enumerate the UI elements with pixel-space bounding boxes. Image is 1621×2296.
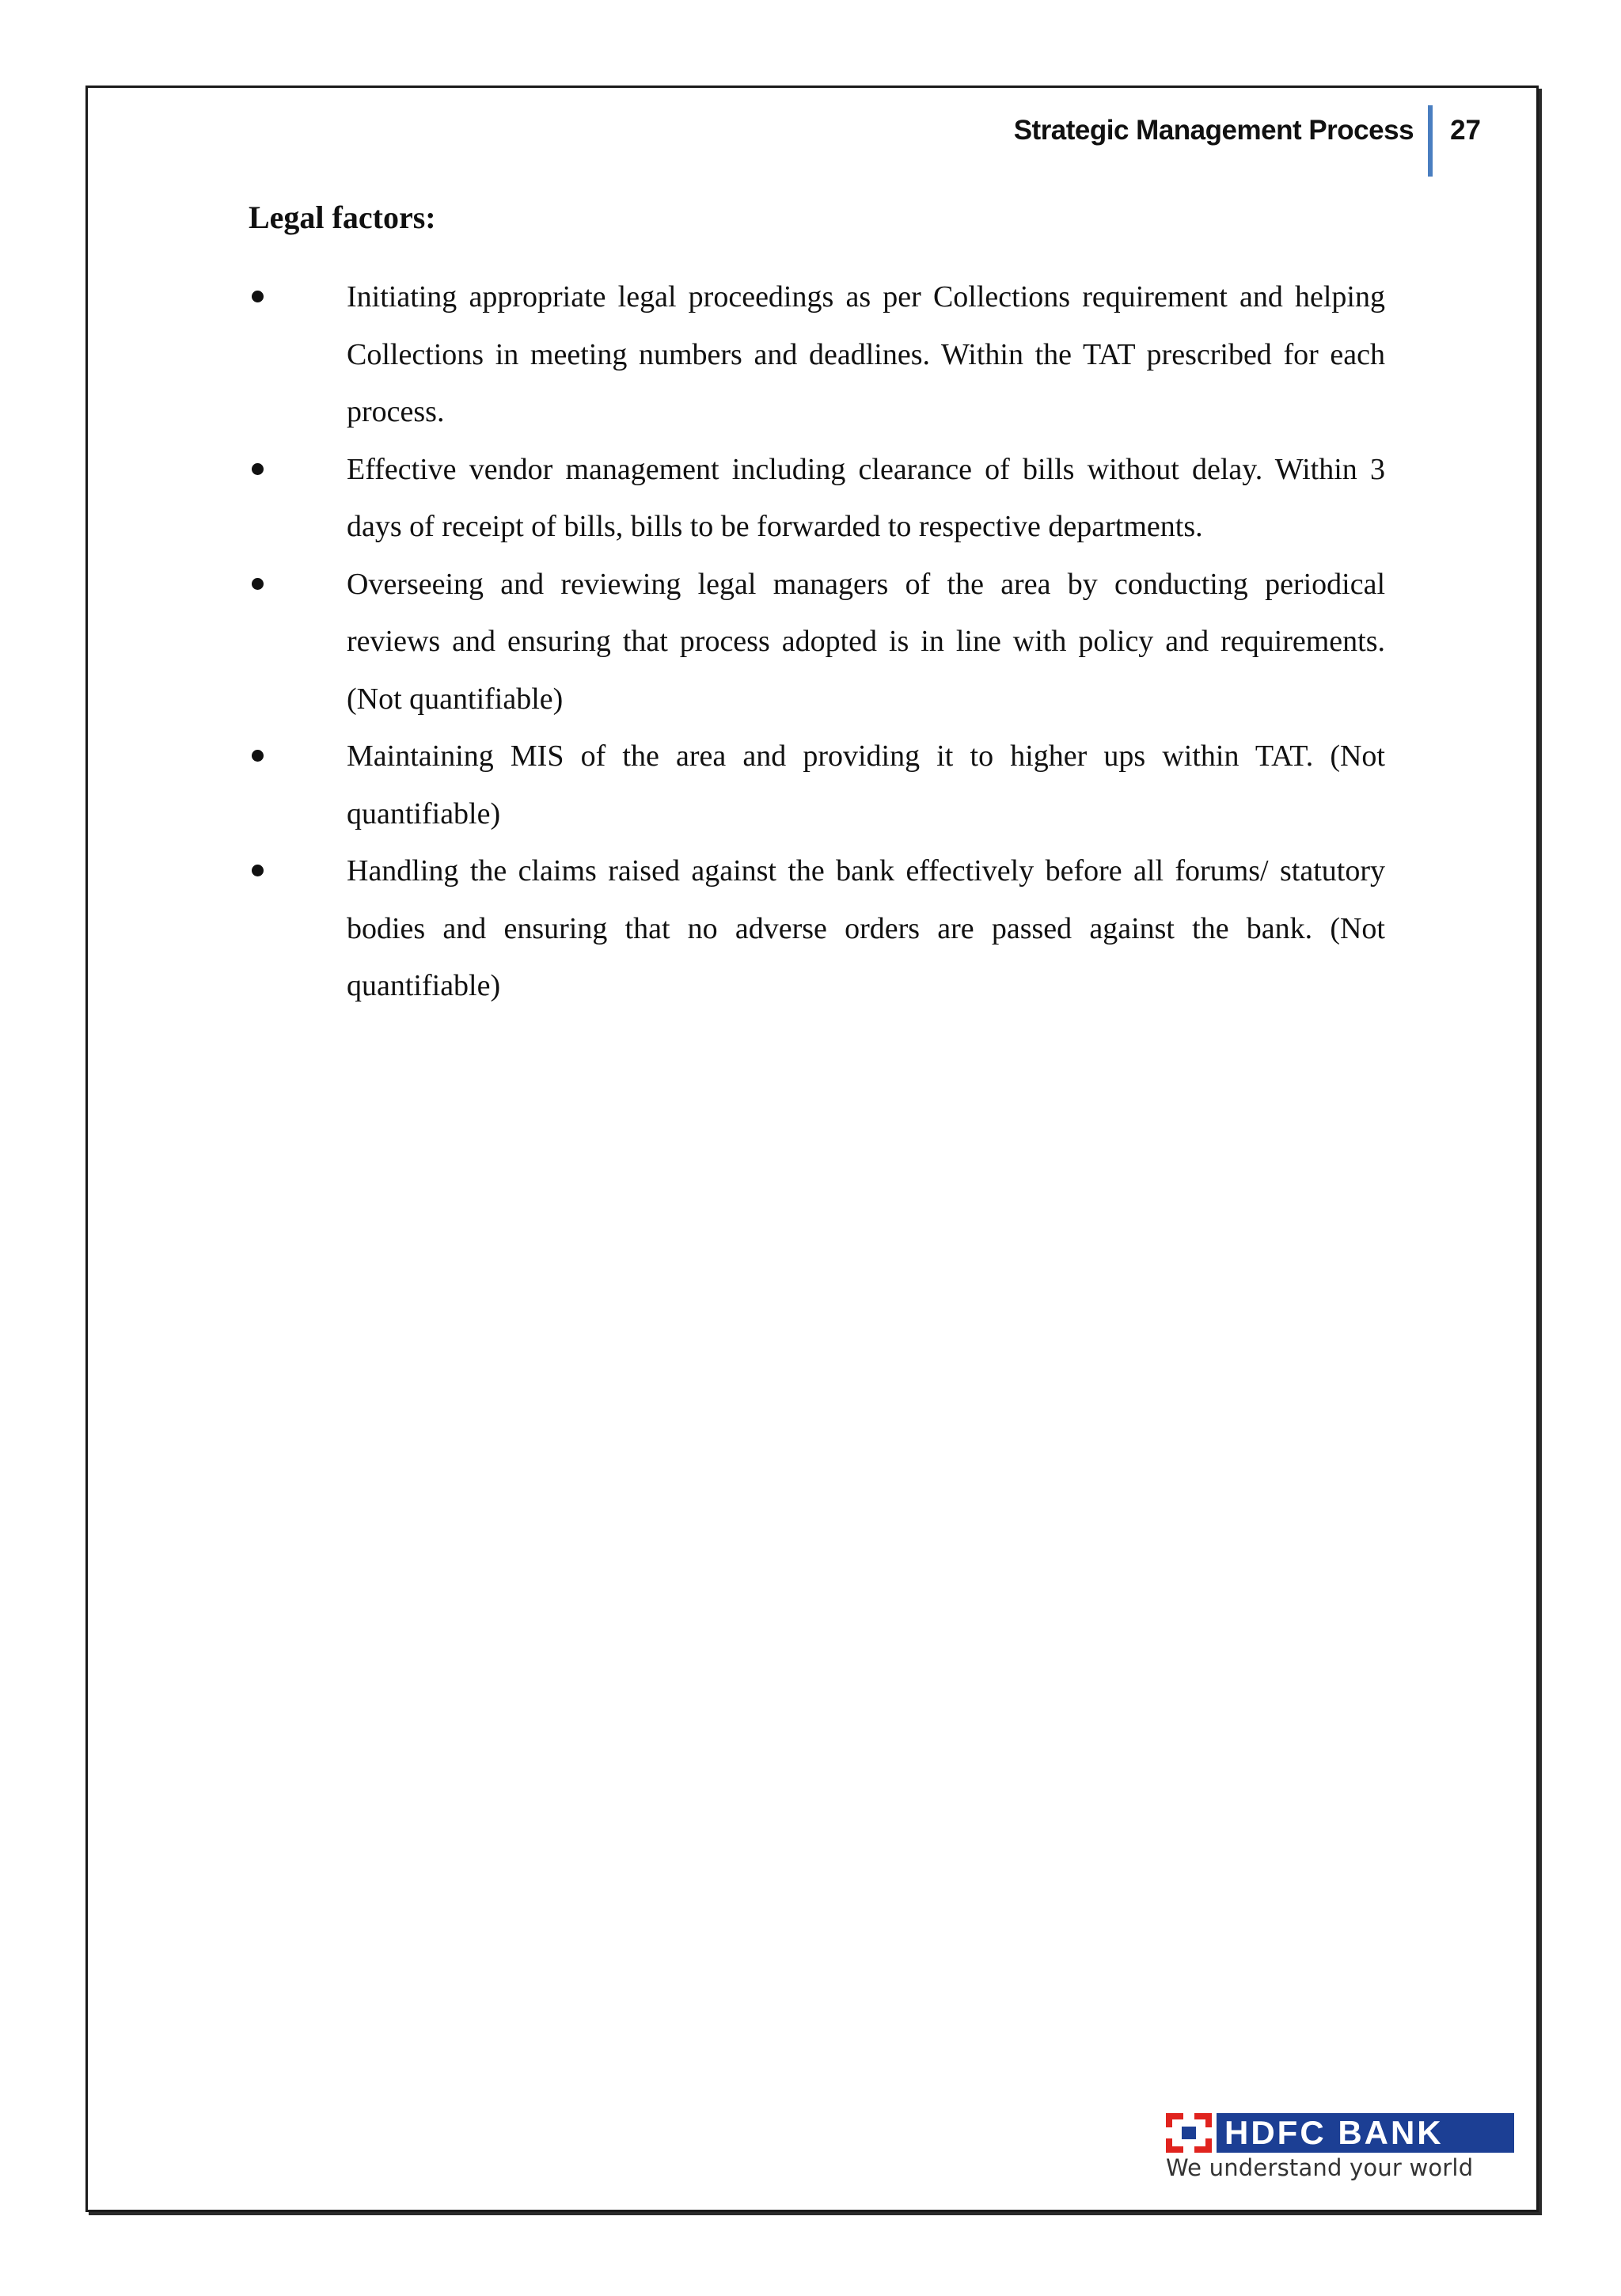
list-item: [249, 556, 1385, 728]
logo-tagline: We understand your world: [1166, 2154, 1474, 2181]
page-frame: [85, 86, 1539, 2212]
page-number: 27: [1450, 115, 1481, 146]
hdfc-bank-logo: [1166, 2113, 1514, 2181]
list-item: [249, 728, 1385, 842]
bullet-icon: [252, 750, 264, 762]
logo-name: HDFC BANK: [1217, 2113, 1514, 2153]
bullet-icon: [252, 291, 264, 302]
hdfc-logo-mark-icon: [1166, 2113, 1212, 2153]
section-heading: Legal factors:: [249, 200, 436, 235]
list-item-text: Effective vendor management including clearance of bills without delay. Within 3 days of receipt of bills, bills to be forwarded to respective departments.: [347, 452, 1385, 543]
list-item-text: Overseeing and reviewing legal managers of the area by conducting periodical reviews and ensuring that process adopted is in line with policy and requirements. (Not quantifiable): [347, 567, 1385, 716]
header-title: Strategic Management Process: [1013, 115, 1414, 146]
list-item-text: Initiating appropriate legal proceedings as per Collections requirement and helping Collections in meeting numbers and deadlines. Within the TAT prescribed for each process.: [347, 280, 1385, 428]
bullet-icon: [252, 578, 264, 590]
list-item: [249, 268, 1385, 441]
bullet-icon: [252, 463, 264, 475]
list-item-text: Handling the claims raised against the bank effectively before all forums/ statutory bodies and ensuring that no adverse orders are passed against the bank. (Not quantifiable): [347, 854, 1385, 1002]
list-item: [249, 441, 1385, 556]
bullet-icon: [252, 865, 264, 876]
list-item: [249, 842, 1385, 1015]
list-item-text: Maintaining MIS of the area and providing it to higher ups within TAT. (Not quantifiable): [347, 739, 1385, 831]
page-header: [1014, 105, 1481, 177]
legal-factors-list: [249, 268, 1385, 1015]
